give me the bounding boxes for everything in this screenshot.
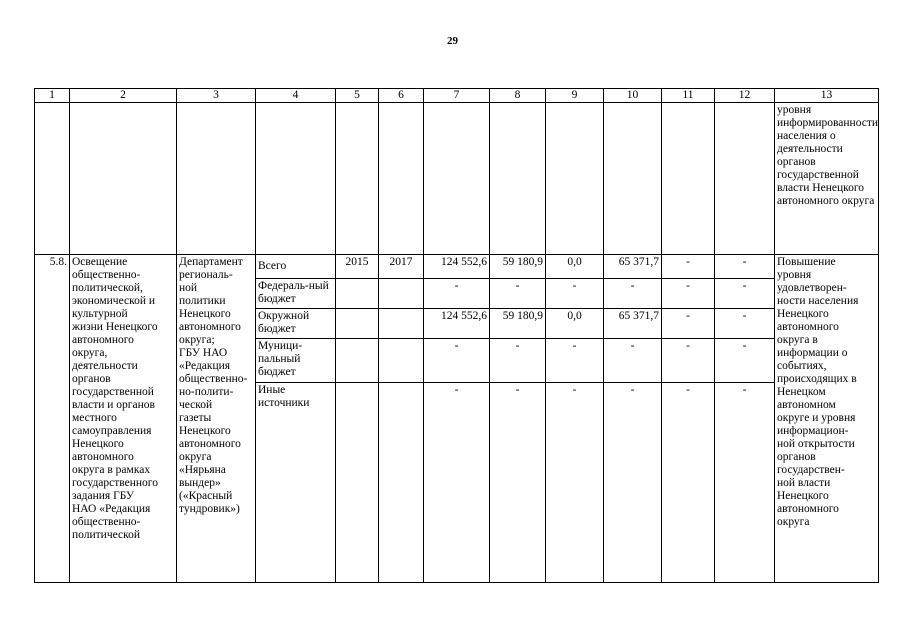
- col-num: 11: [662, 89, 715, 103]
- result-line: Повышение: [777, 256, 836, 268]
- value-c10: 65 371,7: [604, 309, 662, 339]
- value-c12: -: [715, 279, 775, 309]
- col-num: 5: [336, 89, 379, 103]
- value-c10: -: [604, 279, 662, 309]
- value-c12: -: [715, 383, 775, 583]
- result-line: ности населения: [777, 295, 859, 307]
- value-c7: 124 552,6: [424, 255, 490, 279]
- activity-name-line: жизни Ненецкого: [72, 321, 158, 333]
- col-num: 1: [35, 89, 70, 103]
- value-c9: 0,0: [546, 309, 604, 339]
- year-end: 2017: [379, 255, 424, 279]
- activity-name-line: задания ГБУ: [72, 490, 135, 502]
- value-c9: 0,0: [546, 255, 604, 279]
- activity-name-line: самоуправления: [72, 425, 152, 437]
- result-line: удовлетворен-: [777, 282, 847, 294]
- col-num: 13: [775, 89, 879, 103]
- activity-name-line: государственной: [72, 386, 154, 398]
- executor-line: Ненецкого: [179, 308, 231, 320]
- activity-name-line: автономного: [72, 334, 134, 346]
- value-c11: -: [662, 383, 715, 583]
- activity-name-line: НАО «Редакция: [72, 503, 151, 515]
- result-line: ной власти: [777, 477, 831, 489]
- column-number-row: [35, 89, 879, 103]
- source-name: Муници-пальный бюджет: [256, 339, 336, 383]
- value-c7: -: [424, 383, 490, 583]
- executor-line: округа: [179, 451, 212, 463]
- activity-name-line: политической,: [72, 282, 143, 294]
- col-num: 4: [256, 89, 336, 103]
- result-line: информацион-: [777, 425, 849, 437]
- value-c10: -: [604, 383, 662, 583]
- executor-line: ГБУ НАО: [179, 347, 228, 359]
- executor-line: Департамент: [179, 256, 243, 268]
- continued-result-text: уровня информированности населения о деятельности органов государственной власти Ненецкого автономного округа: [775, 103, 879, 255]
- value-c12: -: [715, 309, 775, 339]
- executor-line: автономного: [179, 438, 241, 450]
- value-c9: -: [546, 279, 604, 309]
- value-c9: -: [546, 383, 604, 583]
- activity-name-line: округа в рамках: [72, 464, 151, 476]
- activity-name-line: политической: [72, 529, 141, 541]
- value-c12: -: [715, 255, 775, 279]
- executor-line: тундровик»): [179, 503, 240, 515]
- value-c8: -: [490, 339, 546, 383]
- value-c8: -: [490, 279, 546, 309]
- executor-line: вындер»: [179, 477, 221, 489]
- value-c8: 59 180,9: [490, 309, 546, 339]
- executor-line: региональ-: [179, 269, 233, 281]
- value-c7: -: [424, 339, 490, 383]
- activity-name-line: округа,: [72, 347, 108, 359]
- executor-line: Ненецкого: [179, 425, 231, 437]
- activity-name-line: общественно-: [72, 269, 141, 281]
- value-c7: -: [424, 279, 490, 309]
- executor-line: политики: [179, 295, 226, 307]
- activity-executor: [177, 255, 256, 583]
- result-line: происходящих в: [777, 373, 857, 385]
- value-c11: -: [662, 339, 715, 383]
- col-num: 3: [177, 89, 256, 103]
- value-c8: 59 180,9: [490, 255, 546, 279]
- result-line: информации о: [777, 347, 848, 359]
- result-line: Ненецкого: [777, 308, 829, 320]
- activity-name-line: общественно-: [72, 516, 141, 528]
- col-num: 12: [715, 89, 775, 103]
- expected-result: [775, 255, 879, 583]
- col-num: 10: [604, 89, 662, 103]
- col-num: 7: [424, 89, 490, 103]
- activity-name-line: экономической и: [72, 295, 156, 307]
- activity-name-line: органов: [72, 373, 111, 385]
- col-num: 9: [546, 89, 604, 103]
- value-c9: -: [546, 339, 604, 383]
- source-name: Всего: [256, 255, 336, 279]
- source-name: Федераль-ный бюджет: [256, 279, 336, 309]
- result-line: событиях,: [777, 360, 827, 372]
- result-line: уровня: [777, 269, 812, 281]
- executor-line: ной: [179, 282, 198, 294]
- result-line: автономного: [777, 503, 839, 515]
- col-num: 8: [490, 89, 546, 103]
- source-name: Окружной бюджет: [256, 309, 336, 339]
- executor-line: ческой: [179, 399, 213, 411]
- year-start: 2015: [336, 255, 379, 279]
- activity-name-line: Ненецкого: [72, 438, 124, 450]
- value-c11: -: [662, 255, 715, 279]
- program-activities-table: [34, 88, 879, 583]
- activity-row-total: [35, 255, 879, 279]
- activity-name-line: власти и органов: [72, 399, 155, 411]
- executor-line: «Нярьяна: [179, 464, 226, 476]
- activity-name: [70, 255, 177, 583]
- value-c11: -: [662, 279, 715, 309]
- value-c7: 124 552,6: [424, 309, 490, 339]
- value-c10: 65 371,7: [604, 255, 662, 279]
- activity-name-line: Освещение: [72, 256, 128, 268]
- page-number: 29: [447, 35, 458, 47]
- result-line: автономном: [777, 399, 836, 411]
- continued-row: [35, 103, 879, 255]
- result-line: Ненецком: [777, 386, 826, 398]
- value-c12: -: [715, 339, 775, 383]
- activity-name-line: автономного: [72, 451, 134, 463]
- result-line: органов: [777, 451, 816, 463]
- activity-name-line: деятельности: [72, 360, 138, 372]
- source-name: Иные источники: [256, 383, 336, 583]
- result-line: Ненецкого: [777, 490, 829, 502]
- value-c10: -: [604, 339, 662, 383]
- activity-name-line: государственного: [72, 477, 158, 489]
- result-line: ной открытости: [777, 438, 855, 450]
- activity-number: 5.8.: [35, 255, 70, 583]
- result-line: государствен-: [777, 464, 845, 476]
- value-c11: -: [662, 309, 715, 339]
- result-line: округе и уровня: [777, 412, 856, 424]
- col-num: 6: [379, 89, 424, 103]
- executor-line: газеты: [179, 412, 212, 424]
- result-line: округа: [777, 516, 810, 528]
- activity-name-line: местного: [72, 412, 117, 424]
- col-num: 2: [70, 89, 177, 103]
- result-line: округа в: [777, 334, 818, 346]
- value-c8: -: [490, 383, 546, 583]
- executor-line: «Редакция: [179, 360, 231, 372]
- executor-line: («Красный: [179, 490, 233, 502]
- executor-line: общественно-: [179, 373, 248, 385]
- executor-line: округа;: [179, 334, 215, 346]
- result-line: автономного: [777, 321, 839, 333]
- executor-line: автономного: [179, 321, 241, 333]
- executor-line: но-полити-: [179, 386, 234, 398]
- activity-name-line: культурной: [72, 308, 128, 320]
